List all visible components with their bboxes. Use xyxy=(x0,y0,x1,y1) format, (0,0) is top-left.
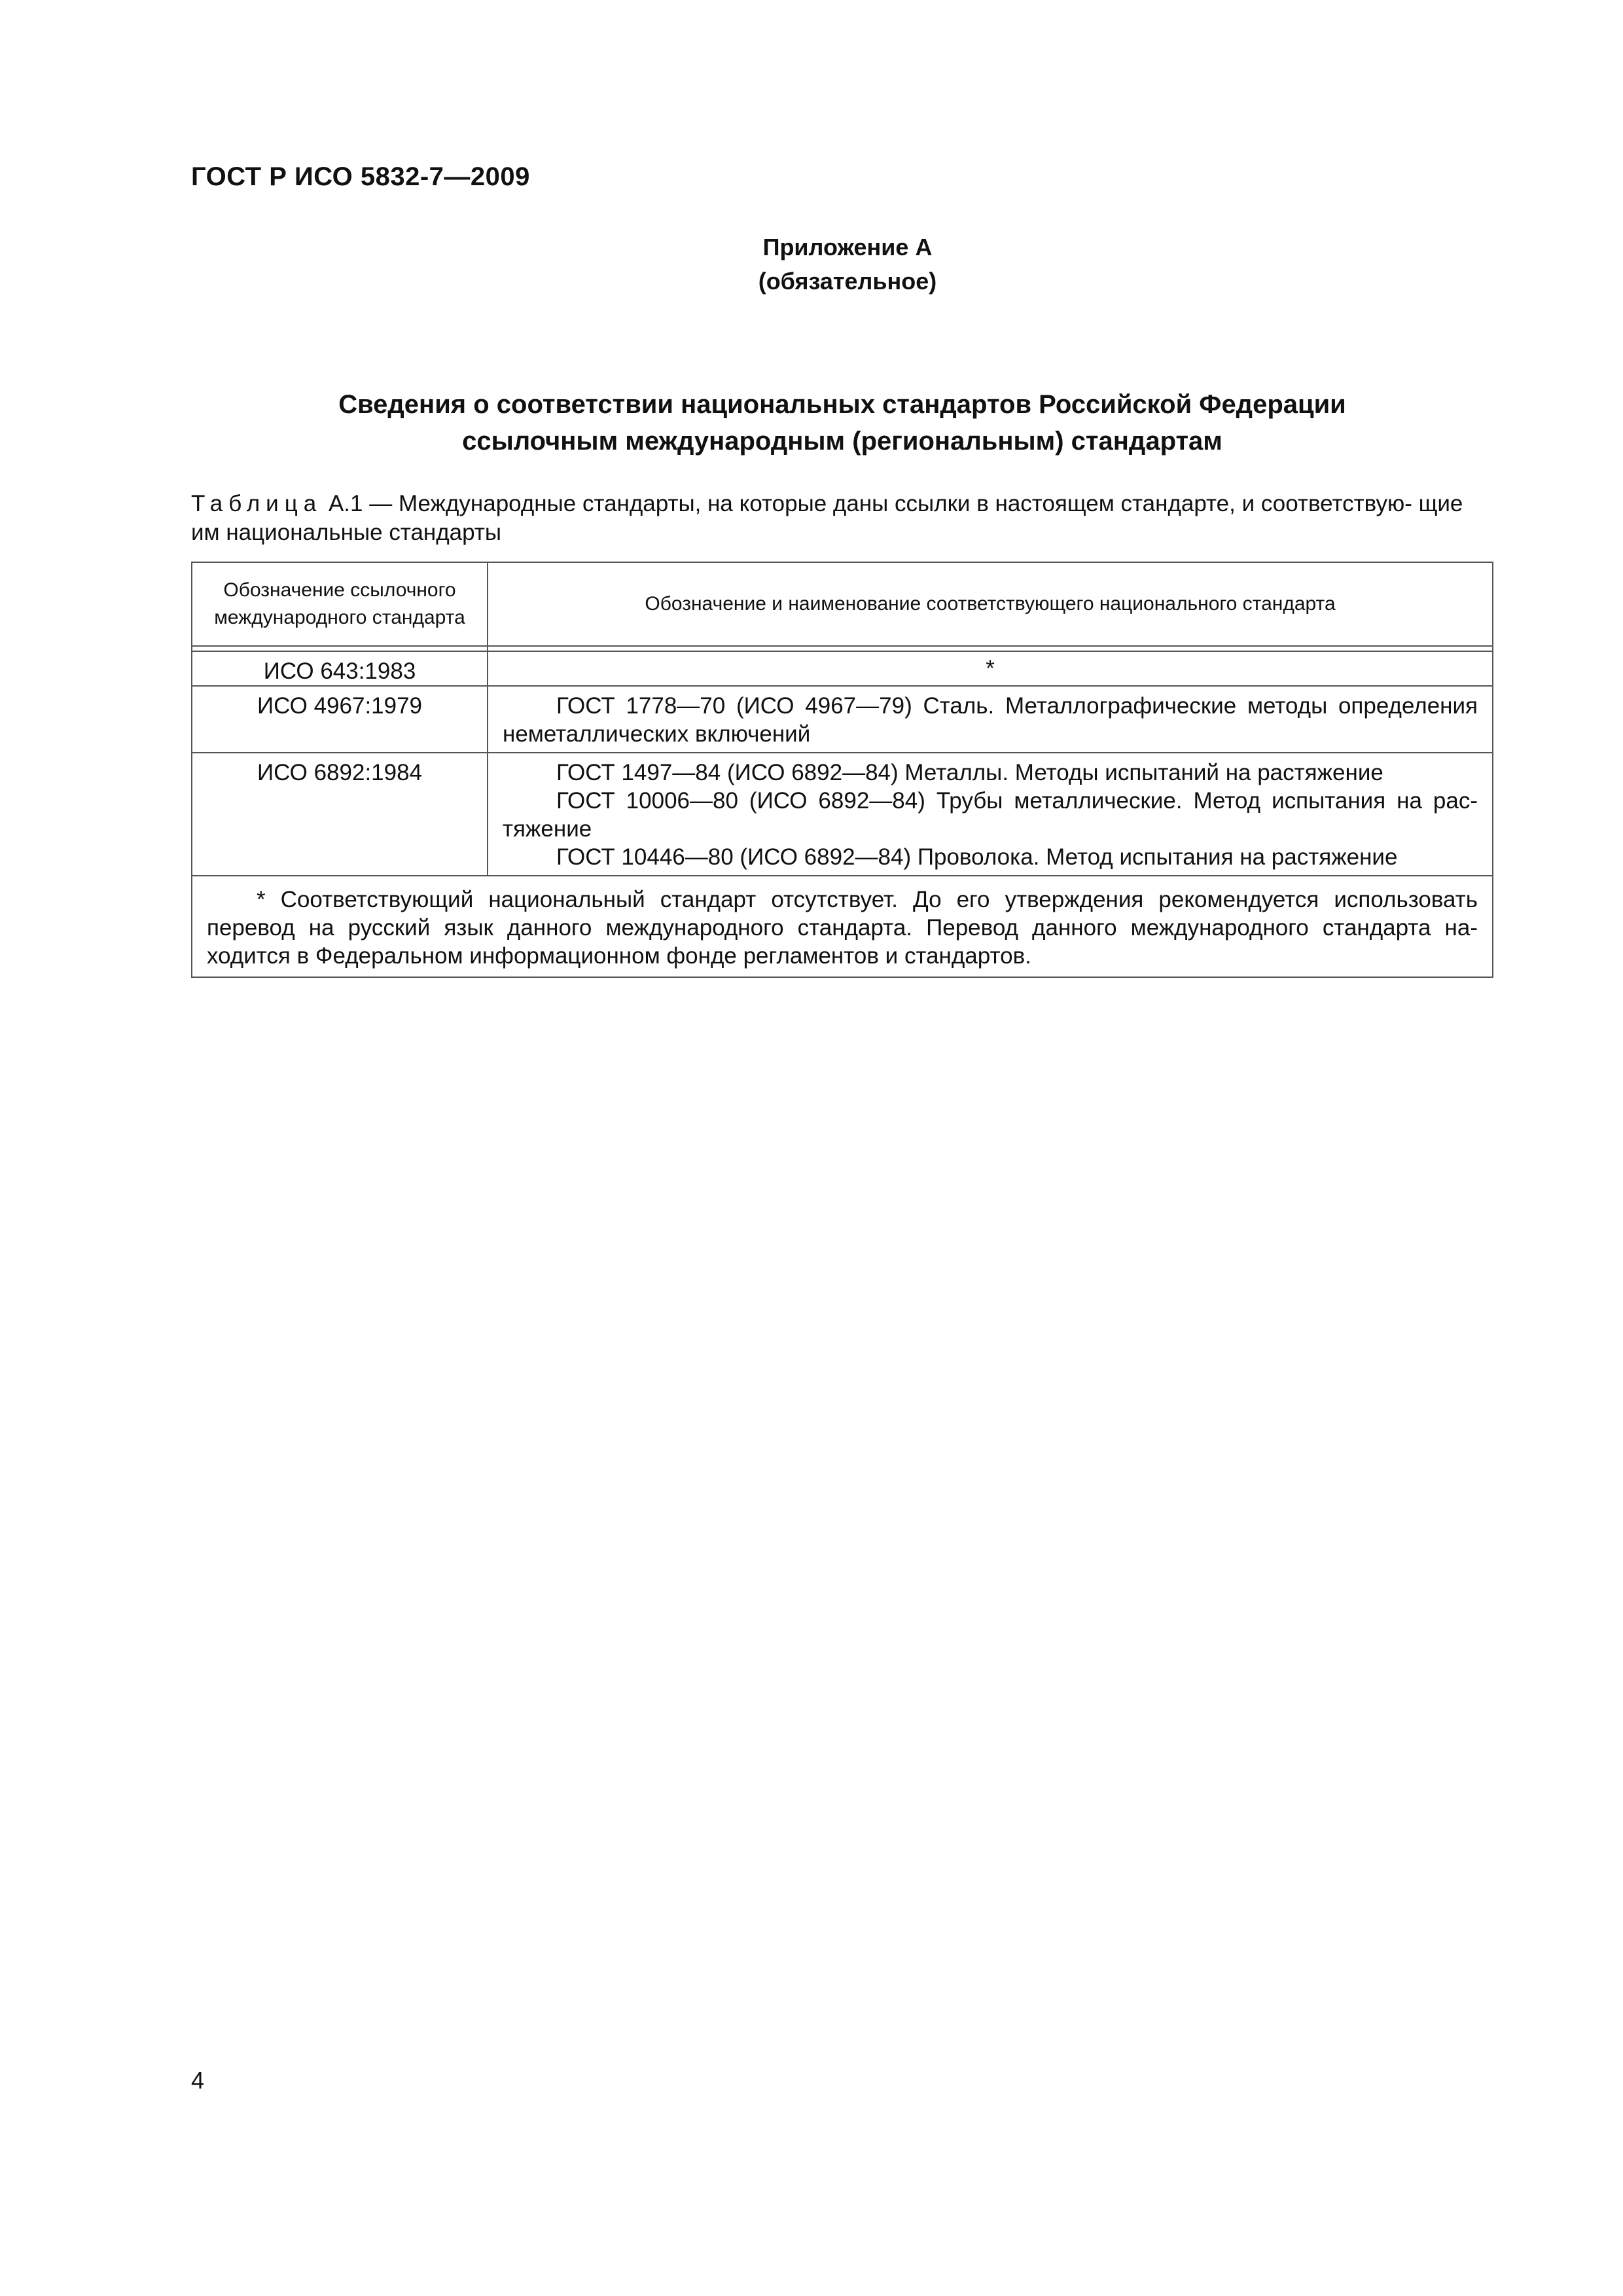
table-footnote-row xyxy=(192,876,1493,977)
national-standard-absent-mark: * xyxy=(488,651,1493,686)
national-standard-entry: ГОСТ 10006—80 (ИСО 6892—84) Трубы металлические. Метод испытания на рас- тяжение xyxy=(503,788,1478,842)
document-code: ГОСТ Р ИСО 5832-7—2009 xyxy=(191,162,530,191)
international-code: ИСО 4967:1979 xyxy=(192,686,488,753)
national-standard-entry: ГОСТ 1778—70 (ИСО 4967—79) Сталь. Металлографические методы определения неметаллических включений xyxy=(503,693,1478,747)
table-row xyxy=(192,753,1493,876)
page-number: 4 xyxy=(191,2067,205,2094)
annex-status: (обязательное) xyxy=(758,268,937,295)
table-header-row xyxy=(192,562,1493,646)
table-caption-text: А.1 — Международные стандарты, на которые даны ссылки в настоящем стандарте, и соответствую- щие им национальные стандарты xyxy=(191,491,1463,545)
international-code: ИСО 643:1983 xyxy=(192,651,488,686)
national-standards-list xyxy=(488,686,1493,753)
section-title xyxy=(191,386,1493,459)
national-standard-entry: ГОСТ 10446—80 (ИСО 6892—84) Проволока. Метод испытания на растяжение xyxy=(556,844,1398,870)
national-standards-list xyxy=(488,753,1493,876)
section-title-line-2: ссылочным международным (региональным) стандартам xyxy=(462,427,1222,456)
annex-heading xyxy=(0,230,1623,298)
national-standard-entry: ГОСТ 1497—84 (ИСО 6892—84) Металлы. Методы испытаний на растяжение xyxy=(556,760,1383,785)
table-row xyxy=(192,651,1493,686)
international-code: ИСО 6892:1984 xyxy=(192,753,488,876)
standards-table xyxy=(191,562,1493,978)
section-title-line-1: Сведения о соответствии национальных стандартов Российской Федерации xyxy=(338,390,1346,419)
footnote-text: * Соответствующий национальный стандарт отсутствует. До его утверждения рекомендуется использовать перевод на русский язык данного международного стандарта. Перевод данного международного стандарта на- ходится в Федеральном информационном фонде регламентов и стандартов. xyxy=(207,887,1478,969)
table-footnote xyxy=(192,876,1493,977)
header-separator xyxy=(192,646,1493,651)
header-international-standard: Обозначение ссылочного международного стандарта xyxy=(192,562,488,646)
table-caption-label: Таблица xyxy=(191,491,323,516)
annex-title: Приложение А xyxy=(762,234,933,260)
table-row xyxy=(192,686,1493,753)
header-national-standard: Обозначение и наименование соответствующего национального стандарта xyxy=(488,562,1493,646)
table-caption xyxy=(191,490,1493,547)
